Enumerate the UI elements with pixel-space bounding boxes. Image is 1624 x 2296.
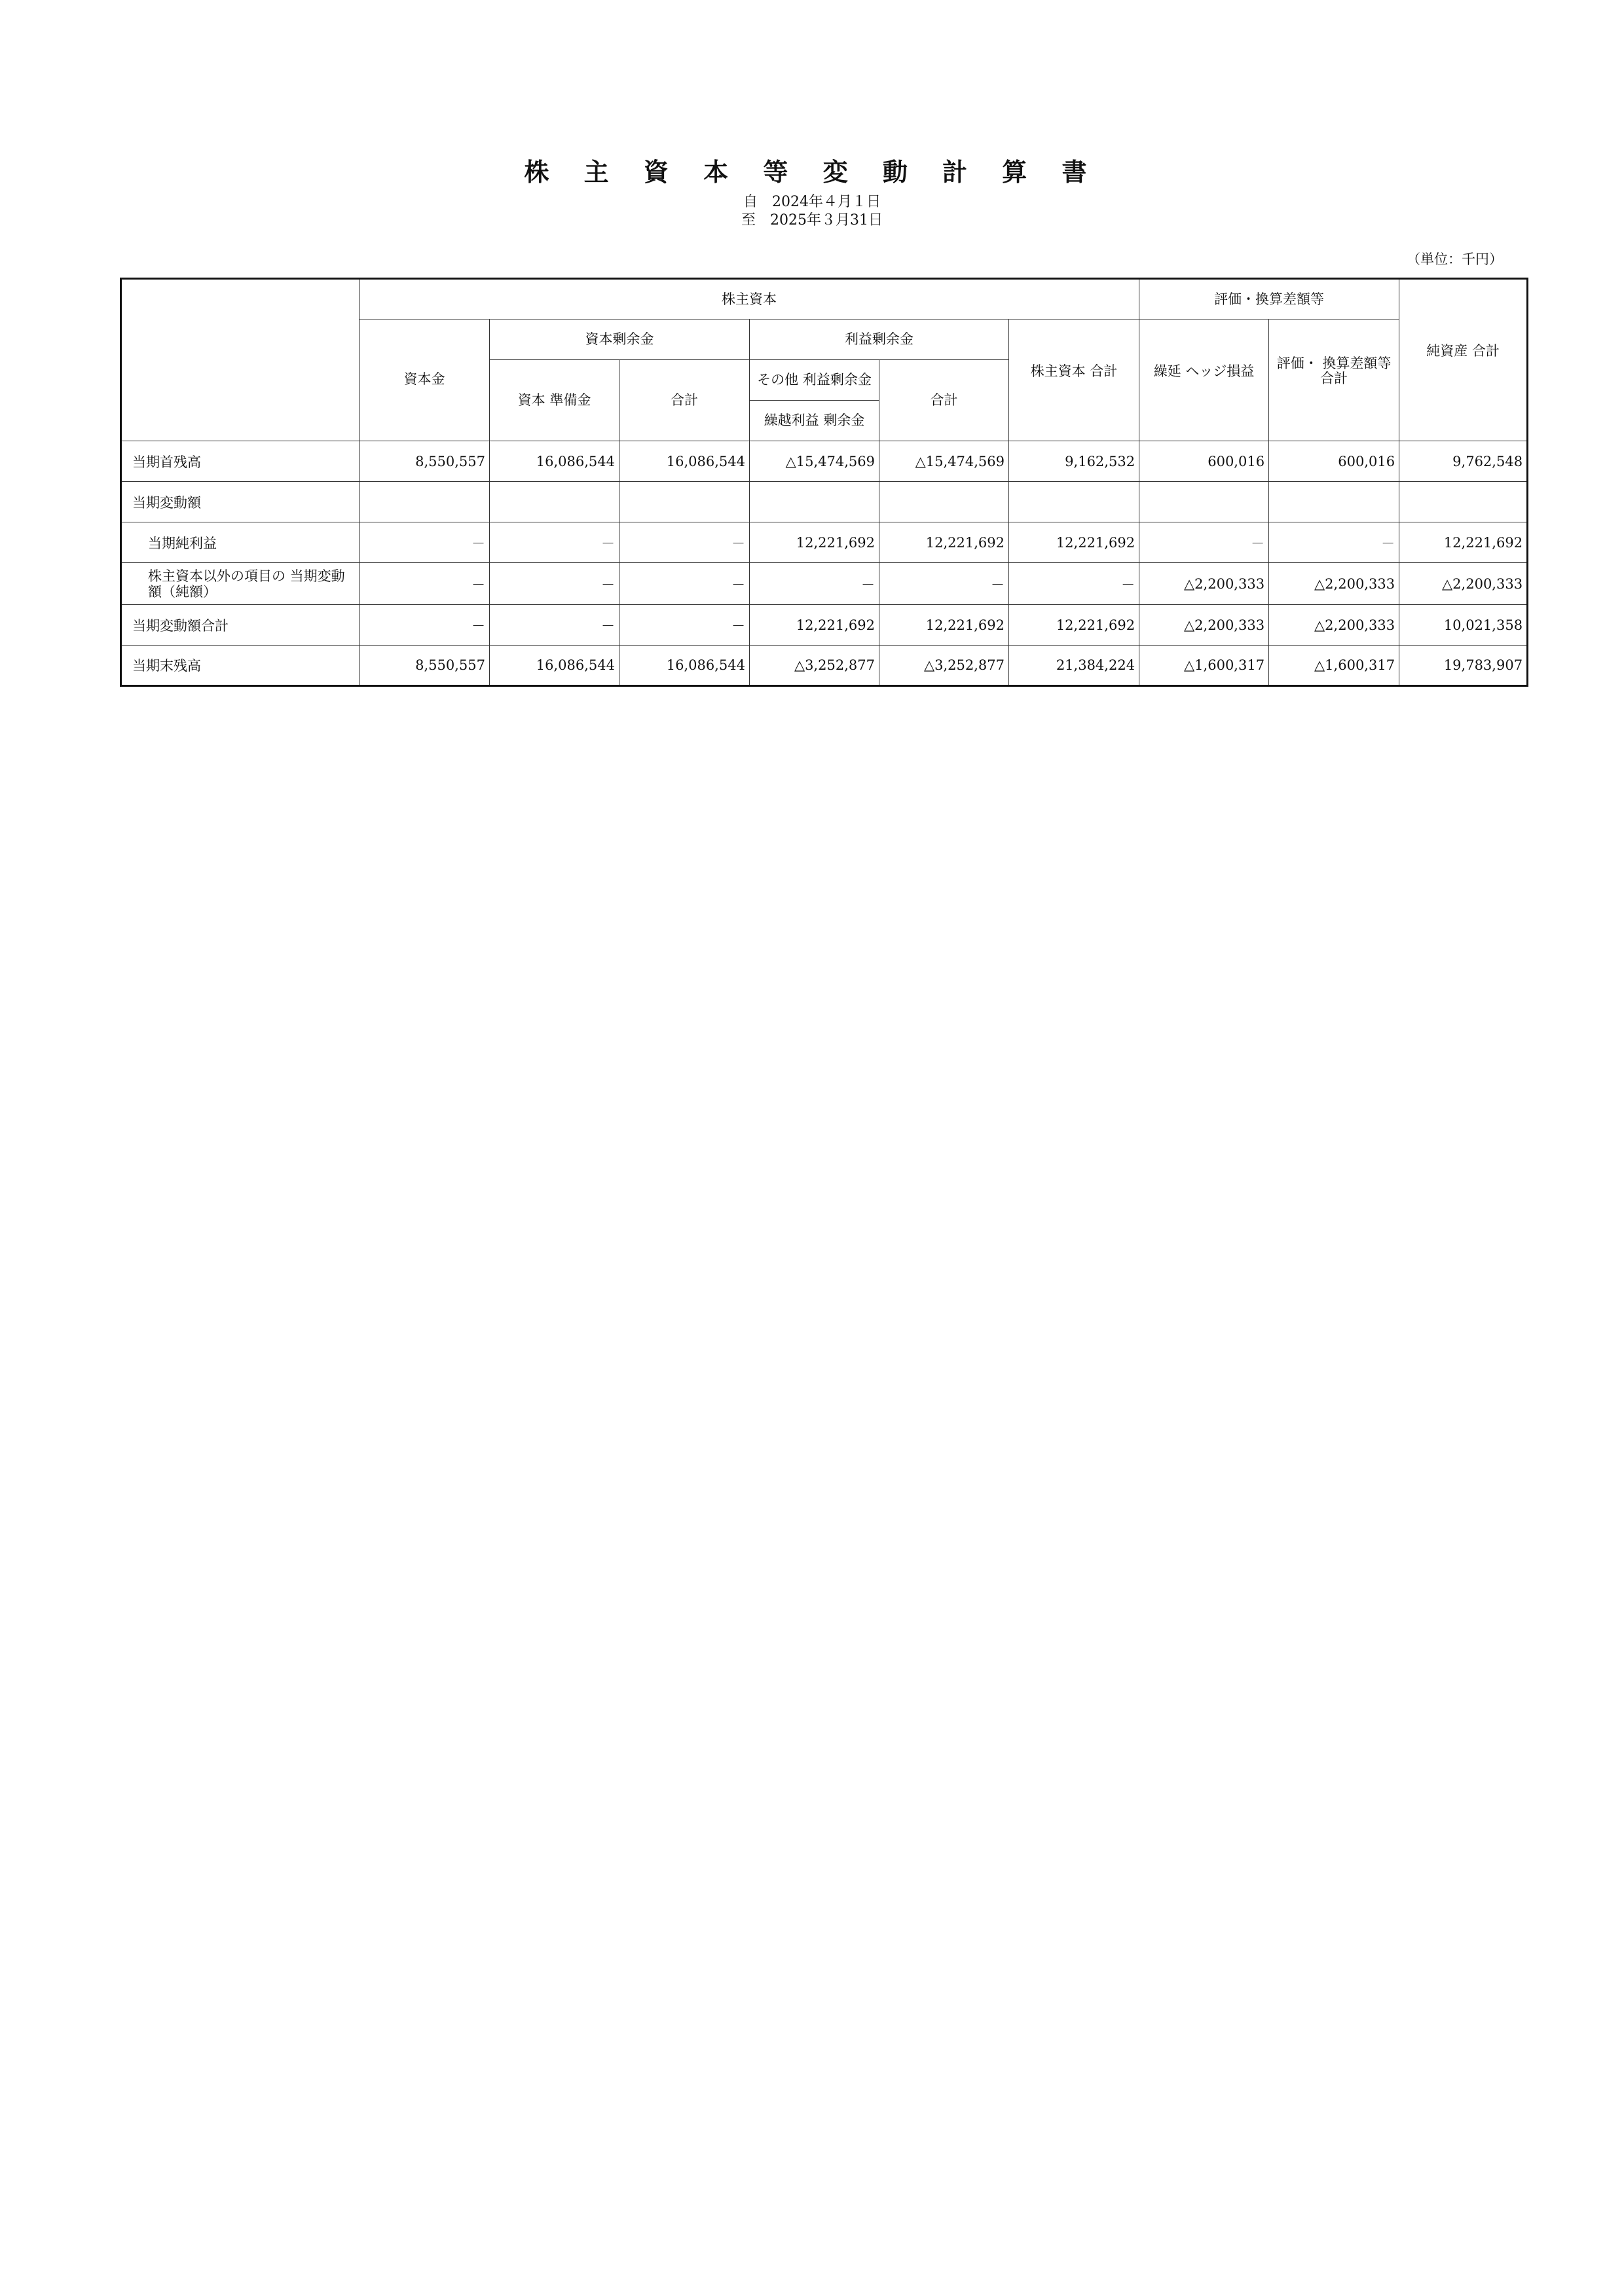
cell-value: －: [879, 563, 1009, 605]
cell-value: △2,200,333: [1399, 563, 1528, 605]
table-row-changes-heading: [121, 482, 1528, 522]
cell-value: △15,474,569: [750, 441, 879, 482]
header-shareholders-equity: 株主資本: [360, 279, 1139, 319]
row-label: 当期末残高: [121, 646, 360, 686]
cell-value: －: [490, 563, 619, 605]
period-from: 自 2024年４月１日: [743, 194, 881, 210]
cell-value: 12,221,692: [750, 605, 879, 646]
header-retained-earnings: 利益剰余金: [750, 319, 1009, 360]
header-net-assets-total: 純資産 合計: [1399, 279, 1528, 441]
cell-value: －: [1009, 563, 1139, 605]
cell-value: [750, 482, 879, 522]
header-other-retained-earnings: その他 利益剰余金: [750, 360, 879, 401]
cell-value: 600,016: [1269, 441, 1399, 482]
cell-value: △3,252,877: [750, 646, 879, 686]
cell-value: 12,221,692: [879, 605, 1009, 646]
header-valuation-total: 評価・ 換算差額等 合計: [1269, 319, 1399, 441]
cell-value: 8,550,557: [360, 441, 490, 482]
table-row-total-changes: [121, 605, 1528, 646]
cell-value: 16,086,544: [490, 646, 619, 686]
cell-value: －: [490, 522, 619, 563]
cell-value: △2,200,333: [1139, 563, 1269, 605]
header-deferred-hedge: 繰延 ヘッジ損益: [1139, 319, 1269, 441]
cell-value: [1009, 482, 1139, 522]
cell-value: 12,221,692: [1009, 605, 1139, 646]
cell-value: 9,762,548: [1399, 441, 1528, 482]
table-row-beginning-balance: [121, 441, 1528, 482]
cell-value: －: [619, 605, 750, 646]
row-label: 当期純利益: [121, 522, 360, 563]
row-label: 株主資本以外の項目の 当期変動額（純額）: [121, 563, 360, 605]
cell-value: △1,600,317: [1269, 646, 1399, 686]
cell-value: △1,600,317: [1139, 646, 1269, 686]
cell-value: －: [619, 522, 750, 563]
cell-value: 10,021,358: [1399, 605, 1528, 646]
cell-value: 9,162,532: [1009, 441, 1139, 482]
cell-value: △15,474,569: [879, 441, 1009, 482]
unit-label: （単位：千円）: [1407, 251, 1503, 267]
cell-value: [360, 482, 490, 522]
cell-value: 12,221,692: [879, 522, 1009, 563]
row-label: 当期変動額合計: [121, 605, 360, 646]
cell-value: 16,086,544: [619, 441, 750, 482]
cell-value: [1269, 482, 1399, 522]
cell-value: 21,384,224: [1009, 646, 1139, 686]
cell-value: [619, 482, 750, 522]
cell-value: －: [360, 605, 490, 646]
cell-value: －: [619, 563, 750, 605]
header-capital-reserve: 資本 準備金: [490, 360, 619, 441]
table-row-net-income: [121, 522, 1528, 563]
header-equity-total: 株主資本 合計: [1009, 319, 1139, 441]
cell-value: 16,086,544: [619, 646, 750, 686]
cell-value: －: [490, 605, 619, 646]
cell-value: 600,016: [1139, 441, 1269, 482]
cell-value: 12,221,692: [750, 522, 879, 563]
row-label: 当期変動額: [121, 482, 360, 522]
table-row-non-equity-changes: [121, 563, 1528, 605]
header-retained-earnings-total: 合計: [879, 360, 1009, 441]
equity-statement-table: [120, 278, 1528, 687]
cell-value: △2,200,333: [1139, 605, 1269, 646]
cell-value: [879, 482, 1009, 522]
cell-value: △3,252,877: [879, 646, 1009, 686]
cell-value: －: [1139, 522, 1269, 563]
cell-value: [1139, 482, 1269, 522]
cell-value: －: [360, 563, 490, 605]
header-capital-surplus: 資本剰余金: [490, 319, 750, 360]
document-title: 株 主 資 本 等 変 動 計 算 書: [524, 157, 1100, 187]
table-row-ending-balance: [121, 646, 1528, 686]
cell-value: －: [750, 563, 879, 605]
cell-value: 8,550,557: [360, 646, 490, 686]
header-blank-cell: [121, 279, 360, 441]
period-to: 至 2025年３月31日: [741, 212, 883, 228]
header-capital-stock: 資本金: [360, 319, 490, 441]
cell-value: －: [360, 522, 490, 563]
cell-value: －: [1269, 522, 1399, 563]
cell-value: 16,086,544: [490, 441, 619, 482]
cell-value: 12,221,692: [1009, 522, 1139, 563]
row-label: 当期首残高: [121, 441, 360, 482]
cell-value: 19,783,907: [1399, 646, 1528, 686]
cell-value: 12,221,692: [1399, 522, 1528, 563]
cell-value: △2,200,333: [1269, 563, 1399, 605]
header-capital-surplus-total: 合計: [619, 360, 750, 441]
cell-value: [1399, 482, 1528, 522]
header-retained-brought-forward: 繰越利益 剰余金: [750, 401, 879, 441]
cell-value: [490, 482, 619, 522]
header-valuation-group: 評価・換算差額等: [1139, 279, 1399, 319]
cell-value: △2,200,333: [1269, 605, 1399, 646]
